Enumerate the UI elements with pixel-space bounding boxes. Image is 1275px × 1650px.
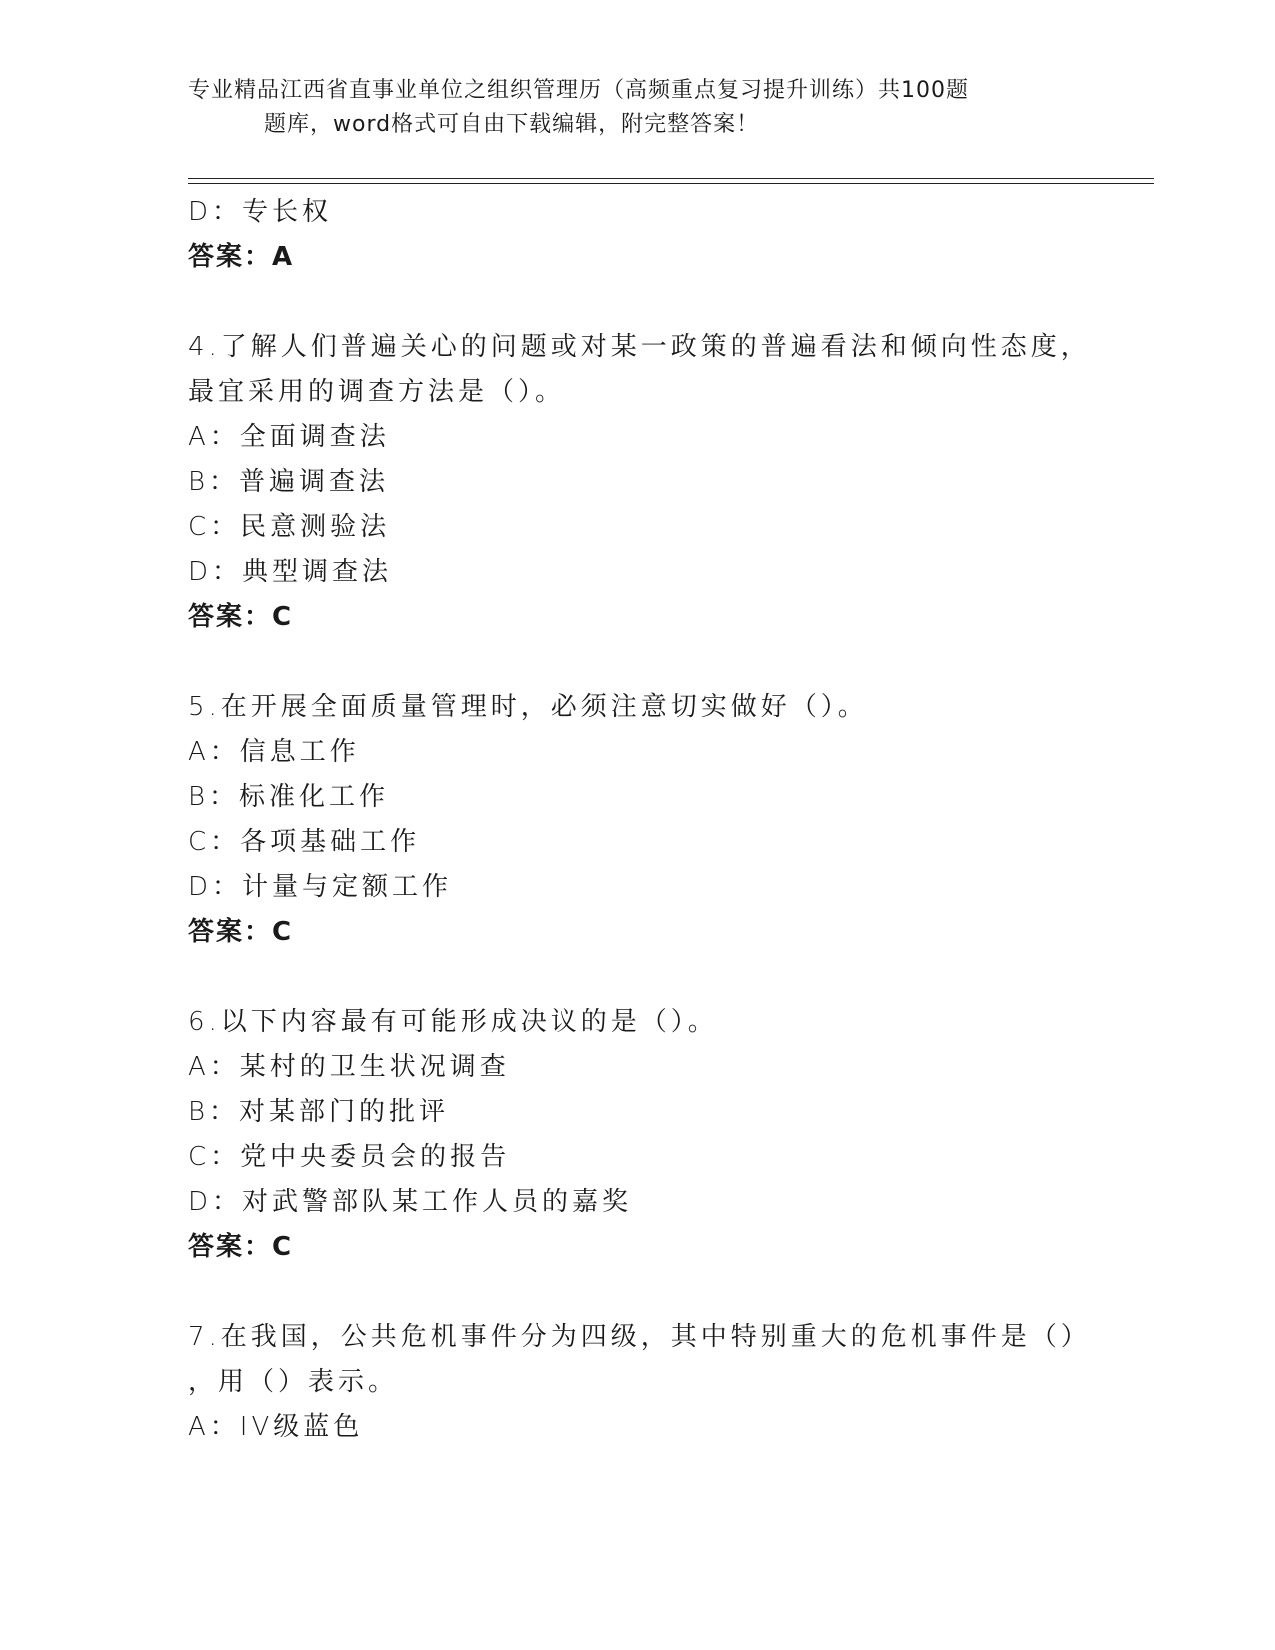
option-d: D：典型调查法	[188, 557, 393, 587]
question-4	[188, 325, 1091, 640]
spacer	[188, 1270, 1088, 1315]
header-divider-bottom	[188, 183, 1154, 184]
option-c: C：各项基础工作	[188, 827, 421, 857]
spacer	[188, 280, 1088, 325]
answer-line: 答案：A	[188, 242, 295, 272]
spacer	[188, 640, 1088, 685]
answer-line: 答案：C	[188, 917, 294, 947]
question-stem: 7.在我国，公共危机事件分为四级，其中特别重大的危机事件是（）	[188, 1322, 1091, 1352]
option-d: D：专长权	[188, 197, 333, 227]
question-stem-continued: 最宜采用的调查方法是（）。	[188, 377, 566, 407]
question-6	[188, 1000, 1088, 1270]
header-title-line1: 专业精品江西省直事业单位之组织管理历（高频重点复习提升训练）共100题	[188, 78, 969, 103]
option-a: A：信息工作	[188, 737, 360, 767]
question-stem-continued: ，用（）表示。	[188, 1367, 399, 1397]
option-c: C：民意测验法	[188, 512, 391, 542]
option-b: B：普遍调查法	[188, 467, 390, 497]
question-stem: 5.在开展全面质量管理时，必须注意切实做好（）。	[188, 692, 868, 722]
question-content	[188, 190, 1091, 1450]
question-7	[188, 1315, 1091, 1450]
spacer	[188, 955, 1088, 1000]
option-d: D：对武警部队某工作人员的嘉奖	[188, 1187, 633, 1217]
option-b: B：标准化工作	[188, 782, 390, 812]
option-b: B：对某部门的批评	[188, 1097, 450, 1127]
option-a: A：全面调查法	[188, 422, 390, 452]
question-stem: 4.了解人们普遍关心的问题或对某一政策的普遍看法和倾向性态度，	[188, 332, 1091, 362]
answer-line: 答案：C	[188, 1232, 294, 1262]
header-divider-top	[188, 178, 1154, 179]
answer-line: 答案：C	[188, 602, 294, 632]
option-d: D：计量与定额工作	[188, 872, 453, 902]
option-a: A：某村的卫生状况调查	[188, 1052, 510, 1082]
question-stem: 6.以下内容最有可能形成决议的是（）。	[188, 1007, 718, 1037]
document-header	[188, 74, 1048, 142]
header-title-line2: 题库，word格式可自由下载编辑，附完整答案！	[264, 112, 760, 137]
question-5	[188, 685, 1088, 955]
option-a: A：IV级蓝色	[188, 1412, 364, 1442]
option-c: C：党中央委员会的报告	[188, 1142, 511, 1172]
